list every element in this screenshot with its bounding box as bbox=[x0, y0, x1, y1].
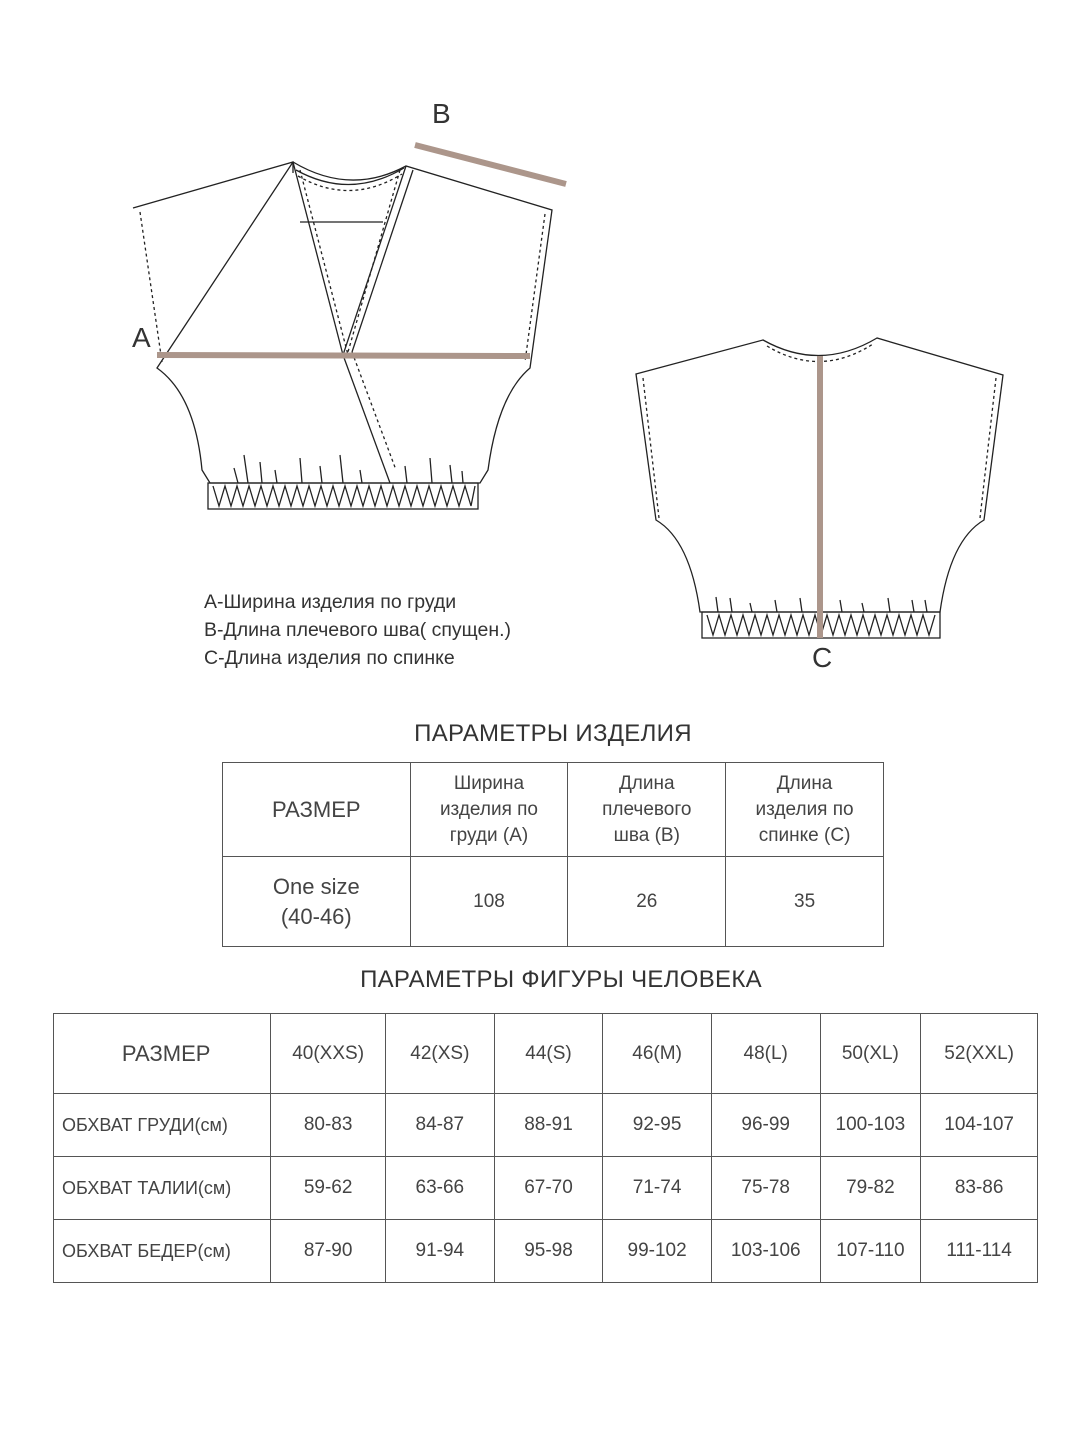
value-shoulder-length: 26 bbox=[568, 857, 726, 947]
header-size: РАЗМЕР bbox=[223, 763, 411, 857]
value-back-length: 35 bbox=[726, 857, 884, 947]
cell: 84-87 bbox=[386, 1094, 495, 1157]
header-size-col: 50(XL) bbox=[820, 1014, 921, 1094]
cell: 75-78 bbox=[711, 1157, 820, 1220]
marker-b: B bbox=[432, 98, 451, 129]
cell: 71-74 bbox=[603, 1157, 712, 1220]
cell: 59-62 bbox=[271, 1157, 386, 1220]
header-size: РАЗМЕР bbox=[54, 1014, 271, 1094]
legend-item-b: В-Длина плечевого шва( спущен.) bbox=[204, 619, 512, 641]
header-chest-width: Ширина изделия по груди (А) bbox=[410, 763, 568, 857]
header-size-col: 46(M) bbox=[603, 1014, 712, 1094]
cell: 88-91 bbox=[494, 1094, 603, 1157]
body-params-table bbox=[53, 1013, 1038, 1283]
product-params-title: ПАРАМЕТРЫ ИЗДЕЛИЯ bbox=[414, 720, 692, 747]
cell: 96-99 bbox=[711, 1094, 820, 1157]
row-size-one-size: One size (40-46) bbox=[223, 857, 411, 947]
cell: 103-106 bbox=[711, 1220, 820, 1283]
header-size-col: 42(XS) bbox=[386, 1014, 495, 1094]
table-row bbox=[54, 1157, 1038, 1220]
cell: 79-82 bbox=[820, 1157, 921, 1220]
measure-line-a bbox=[157, 355, 530, 356]
header-size-col: 52(XXL) bbox=[921, 1014, 1038, 1094]
header-shoulder-length: Длина плечевого шва (В) bbox=[568, 763, 726, 857]
row-label: ОБХВАТ ТАЛИИ(см) bbox=[54, 1157, 271, 1220]
header-size-col: 48(L) bbox=[711, 1014, 820, 1094]
legend-item-c: С-Длина изделия по спинке bbox=[204, 647, 455, 669]
cell: 87-90 bbox=[271, 1220, 386, 1283]
body-params-title: ПАРАМЕТРЫ ФИГУРЫ ЧЕЛОВЕКА bbox=[360, 966, 762, 993]
header-size-col: 40(XXS) bbox=[271, 1014, 386, 1094]
front-view bbox=[133, 162, 552, 509]
cell: 95-98 bbox=[494, 1220, 603, 1283]
cell: 67-70 bbox=[494, 1157, 603, 1220]
garment-drawing bbox=[0, 0, 1080, 700]
row-label: ОБХВАТ БЕДЕР(см) bbox=[54, 1220, 271, 1283]
marker-c: C bbox=[812, 642, 833, 673]
header-size-col: 44(S) bbox=[494, 1014, 603, 1094]
table-row bbox=[54, 1220, 1038, 1283]
cell: 104-107 bbox=[921, 1094, 1038, 1157]
legend bbox=[204, 588, 511, 672]
cell: 111-114 bbox=[921, 1220, 1038, 1283]
marker-a: A bbox=[132, 322, 151, 353]
row-label: ОБХВАТ ГРУДИ(см) bbox=[54, 1094, 271, 1157]
legend-item-a: А-Ширина изделия по груди bbox=[204, 591, 457, 613]
product-params-table bbox=[222, 762, 884, 947]
cell: 80-83 bbox=[271, 1094, 386, 1157]
cell: 100-103 bbox=[820, 1094, 921, 1157]
cell: 107-110 bbox=[820, 1220, 921, 1283]
table-row bbox=[54, 1094, 1038, 1157]
cell: 83-86 bbox=[921, 1157, 1038, 1220]
cell: 63-66 bbox=[386, 1157, 495, 1220]
measure-line-b bbox=[415, 145, 566, 184]
cell: 91-94 bbox=[386, 1220, 495, 1283]
cell: 92-95 bbox=[603, 1094, 712, 1157]
value-chest-width: 108 bbox=[410, 857, 568, 947]
header-back-length: Длина изделия по спинке (С) bbox=[726, 763, 884, 857]
cell: 99-102 bbox=[603, 1220, 712, 1283]
